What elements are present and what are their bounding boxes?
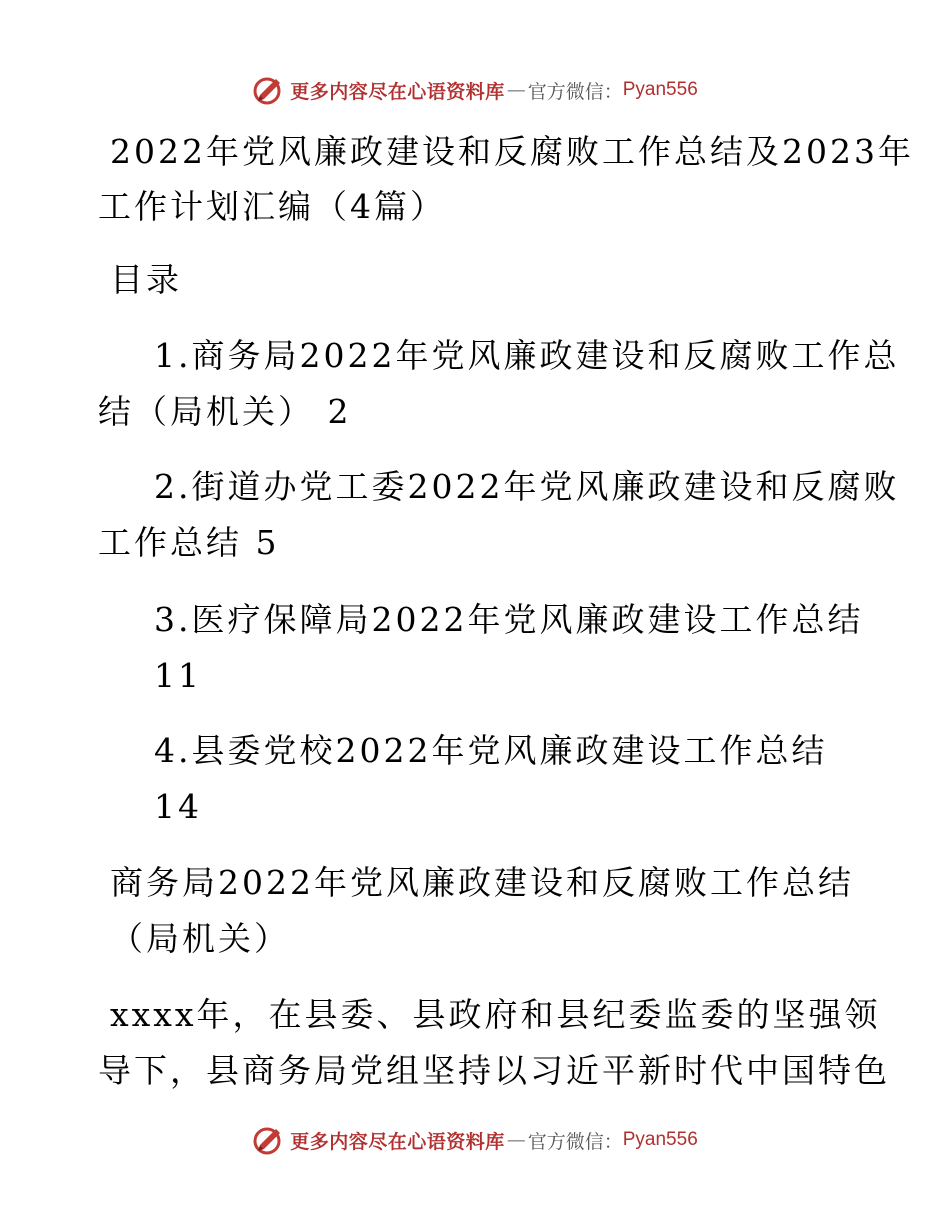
- pen-logo-icon: [252, 73, 286, 107]
- toc-item-4-line-2: 14: [154, 787, 202, 826]
- watermark-dash: —: [506, 1129, 526, 1151]
- toc-item-3-line-2: 11: [154, 656, 202, 695]
- watermark-wechat-label: 官方微信：: [527, 1130, 623, 1153]
- body-paragraph-line-1: xxxx年，在县委、县政府和县纪委监委的坚强领: [110, 995, 881, 1034]
- watermark-wechat-id: Pyan556: [622, 1129, 698, 1150]
- watermark-site-text: 更多内容尽在心语资料库: [290, 1130, 505, 1153]
- doc-title-line-2: 工作计划汇编（4篇）: [98, 187, 446, 226]
- section-title-line-1: 商务局2022年党风廉政建设和反腐败工作总结: [110, 863, 854, 902]
- section-title-line-2: （局机关）: [110, 919, 290, 958]
- doc-title-line-1: 2022年党风廉政建设和反腐败工作总结及2023年: [110, 132, 914, 171]
- footer-watermark: [0, 1120, 950, 1160]
- toc-heading: 目录: [110, 260, 182, 299]
- watermark-site-text: 更多内容尽在心语资料库: [290, 80, 505, 103]
- toc-item-3-line-1: 3.医疗保障局2022年党风廉政建设工作总结: [154, 600, 864, 639]
- body-paragraph-line-2: 导下，县商务局党组坚持以习近平新时代中国特色: [98, 1051, 890, 1090]
- toc-item-1-line-1: 1.商务局2022年党风廉政建设和反腐败工作总: [154, 336, 900, 375]
- watermark-dash: —: [506, 79, 526, 101]
- toc-item-2-line-1: 2.街道办党工委2022年党风廉政建设和反腐败: [154, 467, 900, 506]
- toc-item-2-line-2: 工作总结 5: [98, 523, 280, 562]
- header-watermark: [0, 70, 950, 110]
- watermark-wechat-label: 官方微信：: [527, 80, 623, 103]
- pen-logo-icon: [252, 1123, 286, 1157]
- watermark-wechat-id: Pyan556: [622, 79, 698, 100]
- toc-item-4-line-1: 4.县委党校2022年党风廉政建设工作总结: [154, 731, 828, 770]
- toc-item-1-line-2: 结（局机关） 2: [98, 392, 352, 431]
